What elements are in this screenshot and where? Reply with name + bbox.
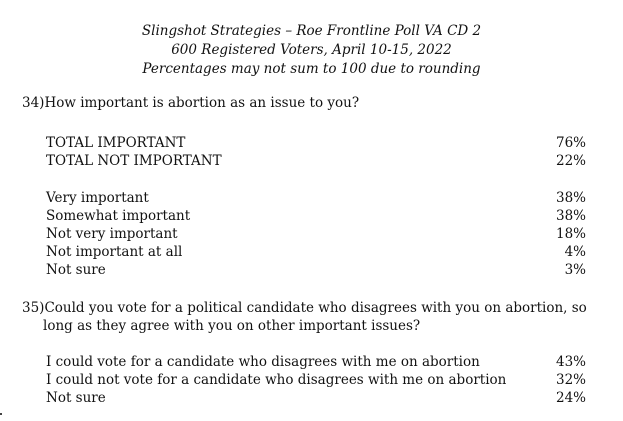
- result-percent: 4%: [564, 244, 586, 260]
- question-text: How important is abortion as an issue to you?: [44, 95, 360, 111]
- result-percent: 24%: [555, 390, 586, 406]
- result-percent: 32%: [555, 372, 586, 388]
- question-34: [22, 94, 602, 112]
- result-label: Not important at all: [46, 244, 183, 260]
- question-number: 34): [22, 95, 45, 111]
- result-label: Not sure: [46, 262, 106, 278]
- result-row: [46, 371, 586, 389]
- result-percent: 3%: [564, 262, 586, 278]
- result-row: [46, 152, 586, 170]
- result-row: [46, 134, 586, 152]
- header-note: Percentages may not sum to 100 due to rounding: [142, 61, 481, 77]
- result-percent: 38%: [555, 208, 586, 224]
- question-text-continued: long as they agree with you on other important issues?: [43, 318, 421, 334]
- result-label: Not very important: [46, 226, 178, 242]
- result-row: [46, 189, 586, 207]
- question-35: [22, 299, 602, 335]
- result-percent: 76%: [555, 135, 586, 151]
- result-label: TOTAL IMPORTANT: [46, 135, 186, 151]
- result-row: [46, 225, 586, 243]
- margin-mark: [0, 413, 2, 415]
- result-label: Somewhat important: [46, 208, 191, 224]
- result-label: Very important: [46, 190, 149, 206]
- result-row: [46, 207, 586, 225]
- header-title: Slingshot Strategies – Roe Frontline Poll VA CD 2: [141, 23, 482, 39]
- result-label: Not sure: [46, 390, 106, 406]
- result-percent: 18%: [555, 226, 586, 242]
- result-row: [46, 389, 586, 407]
- result-label: I could not vote for a candidate who disagrees with me on abortion: [46, 372, 507, 388]
- poll-header: [0, 22, 623, 79]
- result-percent: 43%: [555, 354, 586, 370]
- result-percent: 38%: [555, 190, 586, 206]
- header-sample: 600 Registered Voters, April 10-15, 2022: [171, 42, 452, 58]
- result-row: [46, 261, 586, 279]
- result-label: I could vote for a candidate who disagrees with me on abortion: [46, 354, 480, 370]
- result-percent: 22%: [555, 153, 586, 169]
- result-row: [46, 243, 586, 261]
- result-row: [46, 353, 586, 371]
- question-text: Could you vote for a political candidate who disagrees with you on abortion, so: [44, 300, 587, 316]
- result-label: TOTAL NOT IMPORTANT: [46, 153, 222, 169]
- question-number: 35): [22, 300, 45, 316]
